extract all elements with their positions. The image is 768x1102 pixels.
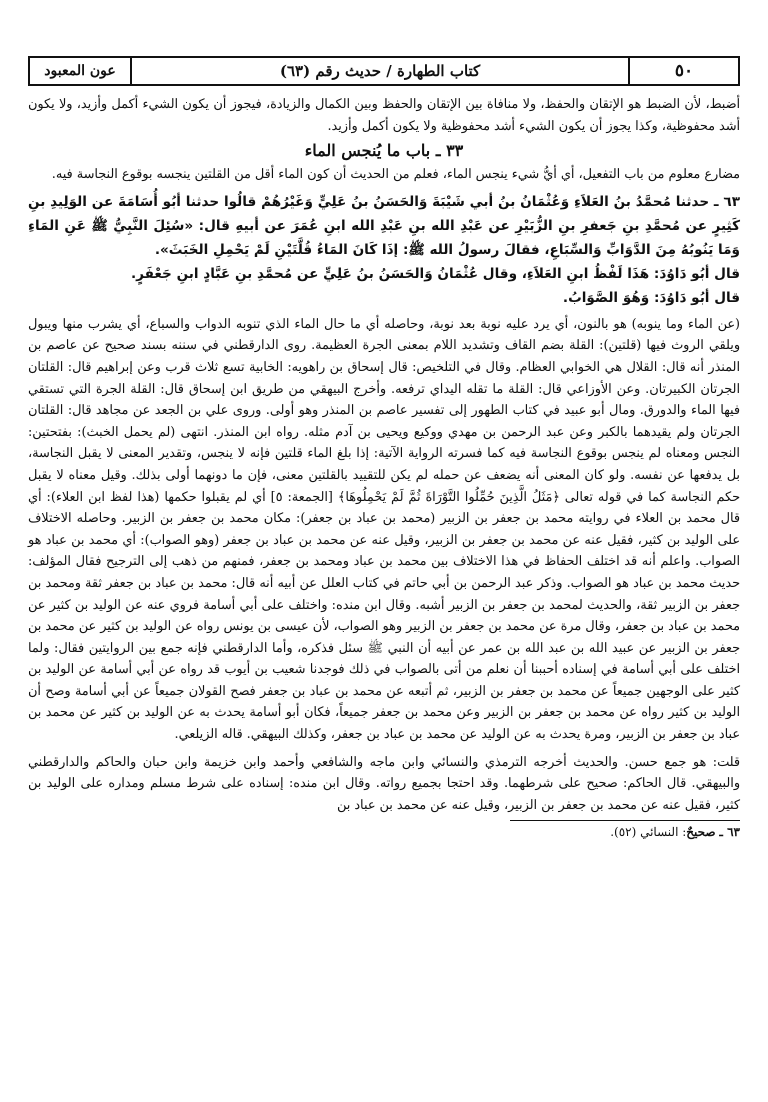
footnote: ٦٣ ـ صحيحٌ: النسائي (٥٢).: [610, 825, 740, 840]
book-title: عون المعبود: [30, 58, 132, 84]
intro-paragraph: أضبط، لأن الضبط هو الإتقان والحفظ، ولا منافاة بين الإتقان والحفظ وبين الكمال والزيادة، فيجوز أن يكون الشيء أكمل وأزيد، ولا يكون أشد محفوظية، وكذا يجوز أن يكون الشيء أشد محفوظية ولا يكون أكمل وأزيد.: [28, 97, 740, 134]
chapter-title: ٣٣ ـ باب ما يُنجس الماء: [304, 141, 464, 161]
commentary-paragraph-1: (عن الماء وما ينوبه) هو بالنون، أي يرد عليه نوبة بعد نوبة، وحاصله أي ما حال الماء الذي تنوبه الدواب والسباع، أي يشرب منها ويبول ويلقي الروث فيها (قلتين): القلة بضم القاف وتشديد اللام بمعنى الجرة العظيمة. روى الدارقطني في سننه بسند صحيح عن عاصم بن المنذر أنه قال: القلال هي الخوابي العظام. وقال في التلخيص: قال إسحاق بن راهويه: الخابية تسع ثلاث قرب وعن إبراهيم قال: القلتان الجرتان الكبيرتان. وعن الأوزاعي قال: القلة ما تقله اليداي ترفعه. وأخرج البيهقي من طريق ابن إسحاق قال: القلة الجرة التي تستقي فيها الماء والدورق. ومال أبو عبيد في كتاب الطهور إلى تفسير عاصم بن المنذر وهو أولى. وروى علي بن الجعد عن مجاهد قال: القلتان الجرتان ولم يقيدهما بالكبر وعن عبد الرحمن بن مهدي ووكيع ويحيى بن آدم مثله. رواه ابن المنذر. انتهى (لم يحمل الخبث): بفتحتين: النجس ومعناه لم ينجس بوقوع النجاسة فيه كما فسرته الرواية الآتية: إذا بلغ الماء قلتين فإنه لا ينجس، وتقدير المعنى لا يقبل النجاسة، بل يدفعها عن نفسه. ولو كان المعنى أنه يضعف عن حمله لم يكن للتقييد بالقلتين معنى، فإن ما دونهما أولى بذلك. وقيل معناه لا يقبل حكم النجاسة كما في قوله تعالى ﴿مَثَلُ الَّذِينَ حُمِّلُوا التَّوْرَاةَ ثُمَّ لَمْ يَحْمِلُوهَا﴾ [الجمعة: ٥] أي لم يقبلوا حكمها (هذا لفظ ابن العلاء): أي قال محمد بن العلاء في روايته محمد بن جعفر بن الزبير (محمد بن عباد بن جعفر): مكان محمد بن جعفر بن الزبير. وحاصله الاختلاف على الوليد بن كثير، فقيل عنه عن محمد بن جعفر بن الزبير، وقيل عنه عن محمد بن عباد بن جعفر (وهو الصواب): أي محمد بن عباد هو الصواب. واعلم أنه قد اختلف الحفاظ في هذا الاختلاف بين محمد بن عباد ومحمد بن جعفر، فمنهم من ذهب إلى الترجيح فقال المؤلف: حديث محمد بن عباد هو الصواب. وذكر عبد الرحمن بن أبي حاتم في كتاب العلل عن أبيه أنه قال: محمد بن عباد بن جعفر ثقة ومحمد بن جعفر بن الزبير ثقة، والحديث لمحمد بن جعفر بن الزبير أشبه. وقال ابن منده: واختلف على أبي أسامة فروي عنه عن الوليد بن كثير عن محمد بن عباد بن جعفر، وقال مرة عن محمد بن جعفر بن الزبير وهو الصواب، لأن عيسى بن يونس رواه عن الوليد بن كثير عن محمد بن جعفر بن الزبير عن عبيد الله بن عبد الله بن عمر عن أبيه أن النبي ﷺ سئل فذكره، وأما الدارقطني فإنه جمع بين الروايتين فقال: ولما اختلف على أبي أسامة في إسناده أحببنا أن نعلم من أتى بالصواب في ذلك فوجدنا شعيب بن أيوب قد رواه عن أبي أسامة عن الوليد بن كثير على الوجهين جميعاً عن محمد بن جعفر بن الزبير، ثم أتبعه عن محمد بن عباد بن جعفر فصح القولان جميعاً عن أبي أسامة وصح أن الوليد بن كثير رواه عن محمد بن جعفر بن الزبير وعن محمد بن جعفر جميعاً، فكان أبو أسامة يحدث به عن الوليد بن كثير عن محمد بن عباد بن جعفر بن الزبير، ومرة يحدث به عن الوليد عن محمد بن عباد بن جعفر، وكذلك البيهقي. قاله الزيلعي.: [28, 316, 740, 743]
hadith-text: ٦٣ ـ حدثنا مُحمَّدُ بنُ العَلاَءِ وَعُثْمَانُ بنُ أبي شَيْبَةَ وَالحَسَنُ بنُ عَلِيٍّ وَغَيْرُهُمْ قالُوا حدثنا أبُو أُسَامَةَ عن الوَلِيدِ بنِ كَثِيرٍ عن مُحمَّدِ بنِ جَعفرِ بنِ الزُّبَيْرِ عن عَبْدِ الله بنِ عَبْدِ الله ابنِ عُمَرَ عن أبيهِ قال: «سُئِلَ النَّبِيُّ ﷺ عَنِ المَاءِ وَمَا يَنُوبُهُ مِنَ الدَّوَابِّ وَالسِّبَاعِ، فقالَ رسولُ الله ﷺ: إذَا كَانَ المَاءُ قُلَّتَيْنِ لَمْ يَحْمِلِ الخَبَثَ».: [28, 193, 740, 258]
page-header: [28, 56, 740, 86]
commentary-paragraph-2: قلت: هو جمع حسن. والحديث أخرجه الترمذي والنسائي وابن ماجه والشافعي وأحمد وابن خزيمة وابن حبان والحاكم والدارقطني والبيهقي. قال الحاكم: صحيح على شرطهما. وقد احتجا بجميع رواته. وقال ابن منده: إسناده على شرط مسلم ومداره على الوليد بن كثير، فقيل عنه عن محمد بن جعفر بن الزبير، وقيل عنه عن محمد بن عباد بن: [28, 754, 740, 813]
page-number: ٥٠: [628, 58, 738, 84]
footnote-grade: صحيحٌ: [686, 825, 716, 840]
footnote-source: النسائي (٥٢).: [610, 825, 679, 840]
footnote-divider: [510, 820, 740, 821]
page-content: [28, 56, 740, 841]
abu-dawud-note-2: قال أبُو دَاوُدَ: وَهُوَ الصَّوَابُ.: [562, 289, 740, 306]
chapter-note: مضارع معلوم من باب التفعيل، أي أيُّ شيء ينجس الماء، فعلم من الحديث أن كون الماء أقل من القلتين ينجسه بوقوع النجاسة فيه.: [51, 167, 740, 183]
running-title: كتاب الطهارة / حديث رقم (٦٣): [279, 62, 481, 80]
footnote-number: ٦٣ ـ: [719, 825, 740, 840]
abu-dawud-note-1: قال أبُو دَاوُدَ: هَذَا لَفْظُ ابنِ العَلاَءِ، وقال عُثْمَانُ وَالحَسَنُ بنُ عَلِيٍّ عن مُحمَّدِ بنِ عَبَّادٍ ابنِ جَعْفَرٍ.: [130, 265, 740, 282]
